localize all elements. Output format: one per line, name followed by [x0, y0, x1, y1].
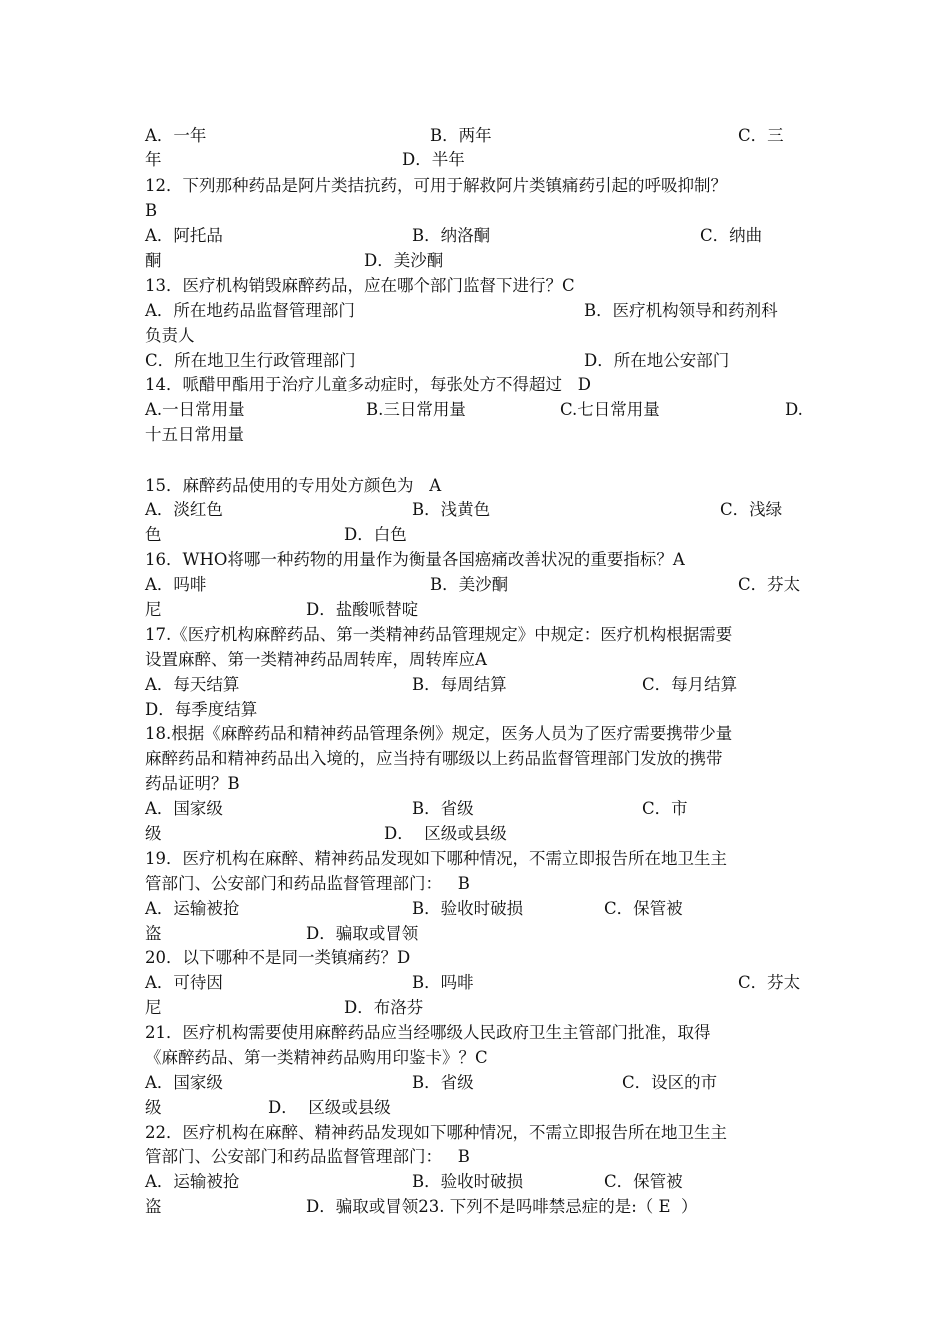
option-d: D． 区级或县级: [384, 824, 507, 843]
option-d: D．所在地公安部门: [584, 351, 730, 370]
option-a: A．每天结算: [145, 675, 240, 694]
option-d: D.: [785, 400, 803, 419]
answer-12: B: [145, 201, 158, 220]
option-c: C．三: [738, 126, 784, 145]
option-c: C．所在地卫生行政管理部门: [145, 351, 356, 370]
option-a: A．吗啡: [145, 575, 207, 594]
option-c-cont: 级: [145, 1098, 162, 1117]
option-c-cont: 级: [145, 824, 162, 843]
option-c-cont: 尼: [145, 600, 162, 619]
question-18-cont: 药品证明？B: [145, 774, 240, 793]
option-d: D． 区级或县级: [268, 1098, 391, 1117]
option-b: B．纳洛酮: [412, 226, 491, 245]
option-b: B．医疗机构领导和药剂科: [584, 301, 778, 320]
option-d: D．每季度结算: [145, 700, 258, 719]
option-a: A．淡红色: [145, 500, 223, 519]
option-c: C．保管被: [604, 899, 683, 918]
option-d: D．盐酸哌替啶: [306, 600, 419, 619]
option-d: D．布洛芬: [344, 998, 424, 1017]
option-a: A.一日常用量: [145, 400, 245, 419]
option-c: C．保管被: [604, 1172, 683, 1191]
option-a: A．国家级: [145, 1073, 223, 1092]
option-b: B．吗啡: [412, 973, 474, 992]
question-18-cont: 麻醉药品和精神药品出入境的，应当持有哪级以上药品监督管理部门发放的携带: [145, 749, 723, 768]
option-d: D．骗取或冒领: [306, 924, 419, 943]
option-c-cont: 年: [145, 150, 162, 169]
question-17-cont: 设置麻醉、第一类精神药品周转库，周转库应A: [145, 650, 487, 669]
option-a: A．一年: [145, 126, 207, 145]
option-d-and-question-23: D．骗取或冒领23. 下列不是吗啡禁忌症的是:（ E ）: [306, 1197, 698, 1216]
option-c-cont: 盗: [145, 1197, 162, 1216]
question-19-cont: 管部门、公安部门和药品监督管理部门： B: [145, 874, 470, 893]
option-c: C．芬太: [738, 575, 801, 594]
option-c-cont: 盗: [145, 924, 162, 943]
question-15: 15．麻醉药品使用的专用处方颜色为 A: [145, 476, 442, 495]
question-21-cont: 《麻醉药品、第一类精神药品购用印鉴卡》？C: [145, 1048, 488, 1067]
question-17: 17.《医疗机构麻醉药品、第一类精神药品管理规定》中规定：医疗机构根据需要: [145, 625, 733, 644]
question-12: 12．下列那种药品是阿片类拮抗药，可用于解救阿片类镇痛药引起的呼吸抑制？: [145, 176, 727, 195]
option-c: C.七日常用量: [560, 400, 660, 419]
question-14: 14．哌醋甲酯用于治疗儿童多动症时，每张处方不得超过 D: [145, 375, 591, 394]
option-c-cont: 酮: [145, 251, 162, 270]
option-b: B．每周结算: [412, 675, 507, 694]
question-13: 13．医疗机构销毁麻醉药品，应在哪个部门监督下进行？C: [145, 276, 575, 295]
option-c: C．纳曲: [700, 226, 763, 245]
option-a: A．运输被抢: [145, 1172, 240, 1191]
question-22: 22．医疗机构在麻醉、精神药品发现如下哪种情况，不需立即报告所在地卫生主: [145, 1123, 727, 1142]
option-c-cont: 色: [145, 525, 162, 544]
option-b: B．省级: [412, 1073, 474, 1092]
question-18: 18.根据《麻醉药品和精神药品管理条例》规定，医务人员为了医疗需要携带少量: [145, 724, 733, 743]
option-b: B．省级: [412, 799, 474, 818]
option-b: B．验收时破损: [412, 1172, 524, 1191]
option-b: B．美沙酮: [430, 575, 509, 594]
option-a: A．国家级: [145, 799, 223, 818]
option-d: D．半年: [402, 150, 465, 169]
option-b-cont: 负责人: [145, 326, 195, 345]
option-c: C．芬太: [738, 973, 801, 992]
option-b: B.三日常用量: [366, 400, 466, 419]
option-c: C．设区的市: [622, 1073, 718, 1092]
option-d-cont: 十五日常用量: [145, 425, 244, 444]
question-22-cont: 管部门、公安部门和药品监督管理部门： B: [145, 1147, 470, 1166]
option-a: A．所在地药品监督管理部门: [145, 301, 355, 320]
question-21: 21．医疗机构需要使用麻醉药品应当经哪级人民政府卫生主管部门批准，取得: [145, 1023, 711, 1042]
option-d: D．白色: [344, 525, 407, 544]
option-c-cont: 尼: [145, 998, 162, 1017]
question-16: 16．WHO将哪一种药物的用量作为衡量各国癌痛改善状况的重要指标？A: [145, 550, 685, 569]
option-c: C．浅绿: [720, 500, 783, 519]
option-c: C．市: [642, 799, 688, 818]
option-c: C．每月结算: [642, 675, 738, 694]
option-a: A．阿托品: [145, 226, 223, 245]
option-a: A．可待因: [145, 973, 223, 992]
question-19: 19．医疗机构在麻醉、精神药品发现如下哪种情况，不需立即报告所在地卫生主: [145, 849, 727, 868]
question-20: 20．以下哪种不是同一类镇痛药？D: [145, 948, 411, 967]
option-d: D．美沙酮: [364, 251, 444, 270]
option-b: B．浅黄色: [412, 500, 491, 519]
option-b: B．验收时破损: [412, 899, 524, 918]
option-a: A．运输被抢: [145, 899, 240, 918]
option-b: B．两年: [430, 126, 492, 145]
